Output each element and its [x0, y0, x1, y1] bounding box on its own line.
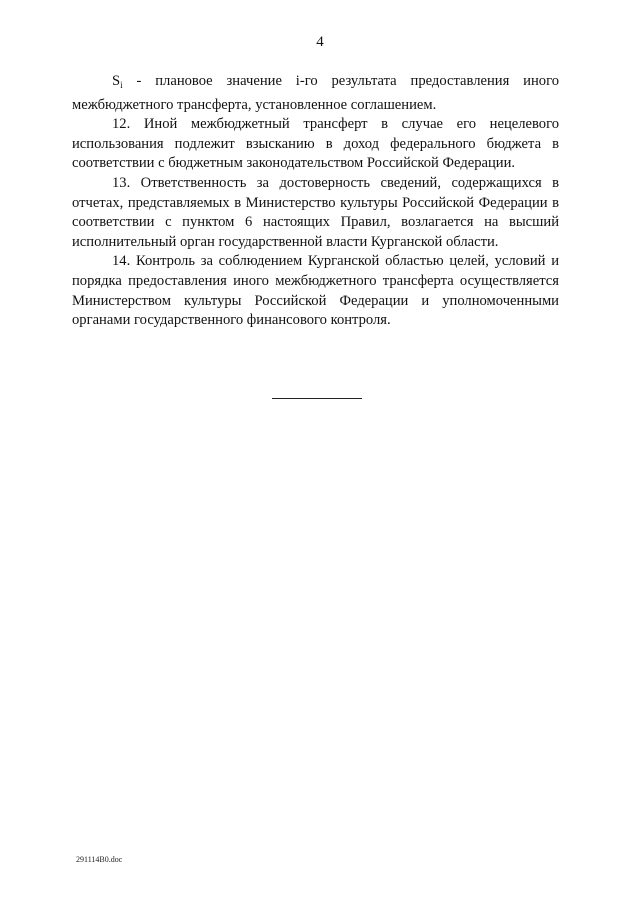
- paragraph-13: 13. Ответственность за достоверность сведений, содержащихся в отчетах, представляемых в Министерство культуры Российской Федерации в соответствии с пунктом 6 настоящих Правил, возлагается на высший исполнительный орган государственной власти Курганской области.: [72, 174, 559, 250]
- document-body: [72, 72, 559, 331]
- paragraph-14: 14. Контроль за соблюдением Курганской областью целей, условий и порядка предоставления иного межбюджетного трансферта осуществляется Министерством культуры Российской Федерации и уполномоченными органами государственного финансового контроля.: [72, 253, 559, 329]
- paragraph-si-definition: [72, 72, 559, 115]
- end-of-document-rule: [272, 398, 362, 399]
- page-number: 4: [316, 34, 324, 50]
- paragraph-12: 12. Иной межбюджетный трансферт в случае его нецелевого использования подлежит взысканию в доход федерального бюджета в соответствии с бюджетным законодательством Российской Федерации.: [72, 116, 559, 172]
- footer-doc-code: 291114В0.doc: [76, 855, 123, 864]
- si-symbol: S: [112, 73, 121, 89]
- si-subscript: i: [120, 80, 123, 90]
- si-definition-text: - плановое значение i-го результата предоставления иного межбюджетного трансферта, установленное соглашением.: [72, 73, 559, 113]
